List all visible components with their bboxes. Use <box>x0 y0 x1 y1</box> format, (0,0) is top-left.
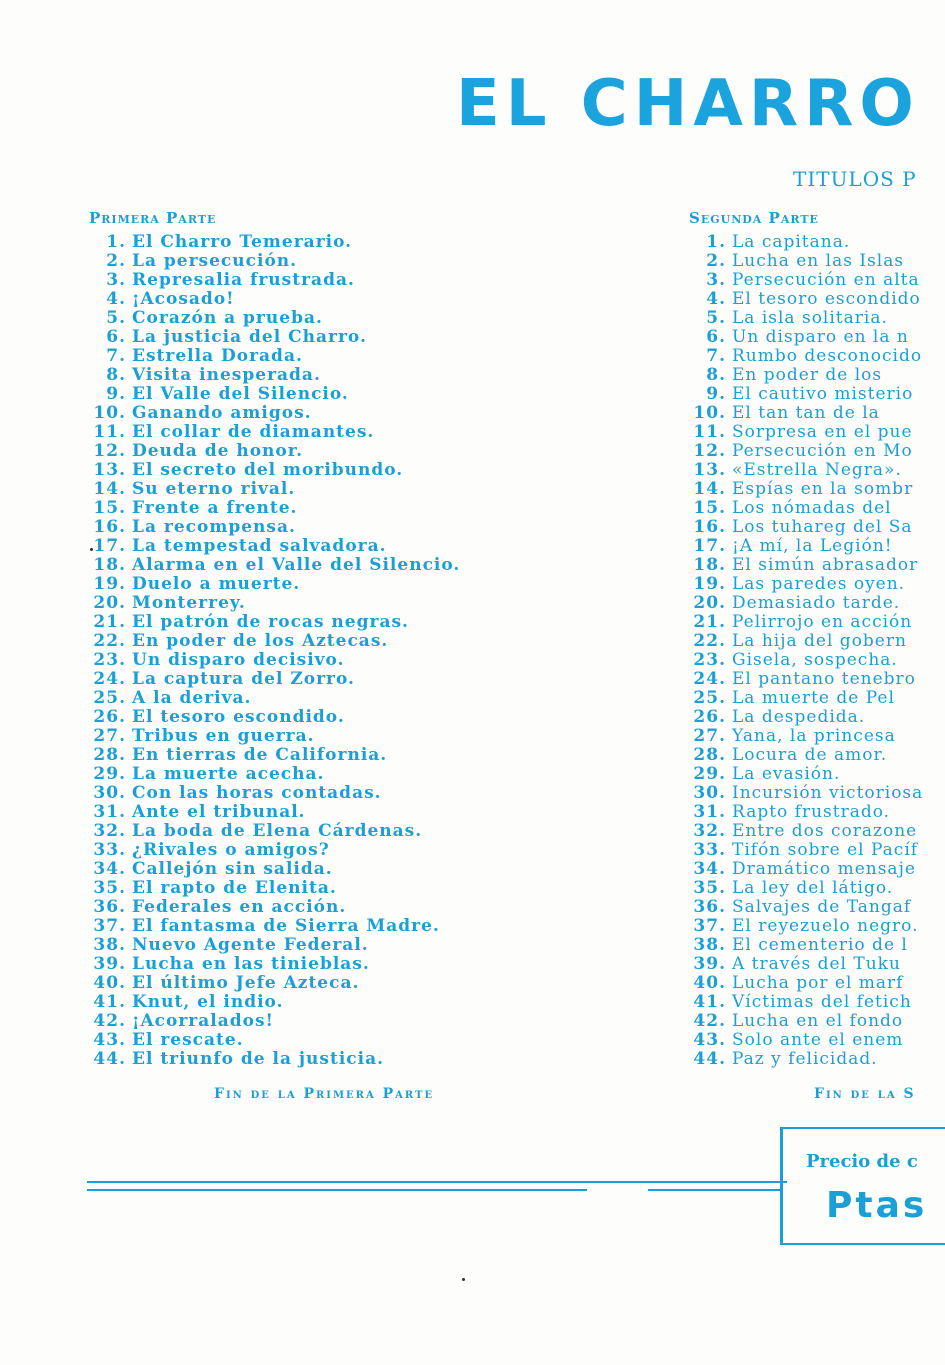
title-number: 9. <box>706 384 726 404</box>
part1-title-item <box>82 328 542 347</box>
title-text: Ganando amigos. <box>132 403 312 423</box>
title-number: 26. <box>93 707 126 727</box>
part1-title-item <box>82 670 542 689</box>
title-text: Frente a frente. <box>132 498 298 518</box>
title-number: 38. <box>93 935 126 955</box>
part1-title-item <box>82 765 542 784</box>
title-number: 14. <box>93 479 126 499</box>
title-text: Un disparo decisivo. <box>132 650 345 670</box>
title-number: 7. <box>706 346 726 366</box>
part1-title-item <box>82 499 542 518</box>
title-text: La ley del látigo. <box>732 878 894 898</box>
part1-title-item <box>82 575 542 594</box>
part2-title-item <box>682 347 945 366</box>
title-text: La boda de Elena Cárdenas. <box>132 821 423 841</box>
title-number: 37. <box>693 916 726 936</box>
part2-title-item <box>682 955 945 974</box>
title-text: Rapto frustrado. <box>732 802 891 822</box>
part1-title-item <box>82 974 542 993</box>
part1-title-item <box>82 860 542 879</box>
title-number: 28. <box>93 745 126 765</box>
title-number: 14. <box>693 479 726 499</box>
title-text: Su eterno rival. <box>132 479 296 499</box>
part2-title-item <box>682 708 945 727</box>
title-number: 40. <box>93 973 126 993</box>
title-number: 12. <box>93 441 126 461</box>
title-text: Estrella Dorada. <box>132 346 303 366</box>
ink-speck <box>90 548 93 551</box>
title-text: El fantasma de Sierra Madre. <box>132 916 440 936</box>
title-text: Demasiado tarde. <box>732 593 901 613</box>
part1-title-item <box>82 252 542 271</box>
title-text: El cautivo misterio <box>732 384 914 404</box>
title-text: Callejón sin salida. <box>132 859 333 879</box>
part1-title-item <box>82 480 542 499</box>
title-number: 36. <box>93 897 126 917</box>
title-text: A la deriva. <box>132 688 252 708</box>
title-text: Persecución en alta <box>732 270 920 290</box>
part1-title-item <box>82 309 542 328</box>
part1-title-item <box>82 727 542 746</box>
title-number: 30. <box>693 783 726 803</box>
part2-title-item <box>682 936 945 955</box>
part2-title-item <box>682 233 945 252</box>
price-value: Ptas <box>826 1185 928 1226</box>
title-number: 10. <box>693 403 726 423</box>
part2-title-item <box>682 423 945 442</box>
part1-title-item <box>82 404 542 423</box>
title-number: 44. <box>93 1049 126 1069</box>
title-number: 24. <box>93 669 126 689</box>
title-text: El tan tan de la <box>732 403 880 423</box>
part2-title-item <box>682 689 945 708</box>
title-text: La hija del gobern <box>732 631 907 651</box>
title-text: Las paredes oyen. <box>732 574 906 594</box>
title-number: 39. <box>693 954 726 974</box>
title-text: Pelirrojo en acción <box>732 612 913 632</box>
title-text: ¿Rivales o amigos? <box>132 840 330 860</box>
part2-title-item <box>682 442 945 461</box>
title-number: 12. <box>693 441 726 461</box>
part-two-heading: Segunda Parte <box>689 209 819 227</box>
title-text: La tempestad salvadora. <box>132 536 387 556</box>
title-text: ¡Acosado! <box>132 289 235 309</box>
title-text: Lucha en las tinieblas. <box>132 954 370 974</box>
title-text: Federales en acción. <box>132 897 347 917</box>
title-text: Lucha en el fondo <box>732 1011 904 1031</box>
title-number: 3. <box>706 270 726 290</box>
part2-title-item <box>682 366 945 385</box>
title-text: A través del Tuku <box>732 954 901 974</box>
title-number: 10. <box>93 403 126 423</box>
part1-title-item <box>82 461 542 480</box>
title-text: La isla solitaria. <box>732 308 888 328</box>
title-number: 41. <box>693 992 726 1012</box>
title-text: La muerte de Pel <box>732 688 895 708</box>
title-number: 41. <box>93 992 126 1012</box>
part1-title-item <box>82 423 542 442</box>
title-number: 5. <box>106 308 126 328</box>
title-number: 20. <box>693 593 726 613</box>
part2-title-item <box>682 328 945 347</box>
title-number: 8. <box>706 365 726 385</box>
page-subtitle: TITULOS P <box>793 167 917 191</box>
title-text: El triunfo de la justicia. <box>132 1049 385 1069</box>
title-text: En tierras de California. <box>132 745 388 765</box>
part2-title-item <box>682 537 945 556</box>
part2-title-item <box>682 1031 945 1050</box>
part2-title-item <box>682 632 945 651</box>
part2-title-item <box>682 309 945 328</box>
title-number: 20. <box>93 593 126 613</box>
title-text: El simún abrasador <box>732 555 919 575</box>
title-text: El reyezuelo negro. <box>732 916 919 936</box>
title-number: 9. <box>106 384 126 404</box>
title-text: Dramático mensaje <box>732 859 916 879</box>
title-text: Alarma en el Valle del Silencio. <box>132 555 461 575</box>
part1-title-item <box>82 1050 542 1069</box>
title-number: 38. <box>693 935 726 955</box>
title-number: 43. <box>693 1030 726 1050</box>
title-number: 18. <box>693 555 726 575</box>
title-number: 42. <box>93 1011 126 1031</box>
title-number: 30. <box>93 783 126 803</box>
part2-title-item <box>682 898 945 917</box>
title-number: 39. <box>93 954 126 974</box>
part1-title-item <box>82 898 542 917</box>
title-number: 23. <box>93 650 126 670</box>
part-one-title-list <box>82 233 542 1069</box>
title-number: 35. <box>93 878 126 898</box>
title-text: Corazón a prueba. <box>132 308 323 328</box>
title-number: 28. <box>693 745 726 765</box>
part1-title-item <box>82 1031 542 1050</box>
part1-title-item <box>82 879 542 898</box>
title-text: Tifón sobre el Pacíf <box>732 840 919 860</box>
title-number: 40. <box>693 973 726 993</box>
part-two-title-list <box>682 233 945 1069</box>
title-text: Yana, la princesa <box>732 726 896 746</box>
title-number: 29. <box>693 764 726 784</box>
part1-title-item <box>82 917 542 936</box>
part1-title-item <box>82 233 542 252</box>
title-number: 35. <box>693 878 726 898</box>
part1-title-item <box>82 442 542 461</box>
title-number: 23. <box>693 650 726 670</box>
title-number: 7. <box>106 346 126 366</box>
title-number: 36. <box>693 897 726 917</box>
part1-title-item <box>82 271 542 290</box>
title-number: 11. <box>93 422 126 442</box>
title-text: Víctimas del fetich <box>732 992 912 1012</box>
part2-title-item <box>682 461 945 480</box>
title-text: Visita inesperada. <box>132 365 321 385</box>
part-two-end: Fin de la S <box>814 1086 916 1102</box>
title-number: 2. <box>106 251 126 271</box>
title-text: Duelo a muerte. <box>132 574 301 594</box>
title-text: El Valle del Silencio. <box>132 384 349 404</box>
title-text: Rumbo desconocido <box>732 346 923 366</box>
divider-line <box>87 1181 787 1183</box>
title-number: 16. <box>93 517 126 537</box>
part2-title-item <box>682 784 945 803</box>
title-text: Persecución en Mo <box>732 441 913 461</box>
title-text: La justicia del Charro. <box>132 327 367 347</box>
part2-title-item <box>682 860 945 879</box>
title-text: Gisela, sospecha. <box>732 650 898 670</box>
divider-line <box>87 1189 587 1191</box>
part2-title-item <box>682 803 945 822</box>
part1-title-item <box>82 632 542 651</box>
part2-title-item <box>682 1050 945 1069</box>
title-text: ¡A mí, la Legión! <box>732 536 893 556</box>
part2-title-item <box>682 252 945 271</box>
title-text: Los tuhareg del Sa <box>732 517 913 537</box>
title-number: 17. <box>93 536 126 556</box>
part2-title-item <box>682 404 945 423</box>
title-text: El rescate. <box>132 1030 244 1050</box>
part2-title-item <box>682 556 945 575</box>
part1-title-item <box>82 955 542 974</box>
page-title: EL CHARRO <box>456 67 920 141</box>
title-number: 19. <box>693 574 726 594</box>
title-number: 3. <box>106 270 126 290</box>
title-number: 18. <box>93 555 126 575</box>
title-number: 42. <box>693 1011 726 1031</box>
title-text: Solo ante el enem <box>732 1030 904 1050</box>
title-number: 31. <box>693 802 726 822</box>
title-text: En poder de los Aztecas. <box>132 631 389 651</box>
title-text: Salvajes de Tangaf <box>732 897 912 917</box>
part1-title-item <box>82 841 542 860</box>
price-box <box>780 1127 945 1245</box>
title-text: Ante el tribunal. <box>132 802 306 822</box>
title-text: La recompensa. <box>132 517 296 537</box>
title-text: Paz y felicidad. <box>732 1049 878 1069</box>
title-text: La captura del Zorro. <box>132 669 355 689</box>
title-text: La evasión. <box>732 764 841 784</box>
part2-title-item <box>682 613 945 632</box>
ink-speck <box>462 1278 465 1281</box>
title-number: 29. <box>93 764 126 784</box>
part2-title-item <box>682 518 945 537</box>
title-text: Tribus en guerra. <box>132 726 315 746</box>
part1-title-item <box>82 613 542 632</box>
title-number: 15. <box>693 498 726 518</box>
title-number: 17. <box>693 536 726 556</box>
part2-title-item <box>682 271 945 290</box>
part1-title-item <box>82 746 542 765</box>
title-text: Deuda de honor. <box>132 441 304 461</box>
part2-title-item <box>682 841 945 860</box>
part2-title-item <box>682 727 945 746</box>
part2-title-item <box>682 1012 945 1031</box>
part2-title-item <box>682 670 945 689</box>
title-text: El pantano tenebro <box>732 669 916 689</box>
title-text: La despedida. <box>732 707 866 727</box>
part2-title-item <box>682 822 945 841</box>
title-text: El tesoro escondido <box>732 289 921 309</box>
title-text: El tesoro escondido. <box>132 707 345 727</box>
price-label: Precio de c <box>806 1151 918 1172</box>
title-number: 5. <box>706 308 726 328</box>
part2-title-item <box>682 575 945 594</box>
title-number: 16. <box>693 517 726 537</box>
title-text: El collar de diamantes. <box>132 422 375 442</box>
part2-title-item <box>682 993 945 1012</box>
title-number: 4. <box>706 289 726 309</box>
title-text: Los nómadas del <box>732 498 892 518</box>
title-text: El rapto de Elenita. <box>132 878 337 898</box>
title-number: 13. <box>93 460 126 480</box>
part2-title-item <box>682 385 945 404</box>
title-text: Lucha en las Islas <box>732 251 905 271</box>
part1-title-item <box>82 803 542 822</box>
title-text: La capitana. <box>732 232 851 252</box>
title-number: 13. <box>693 460 726 480</box>
title-number: 43. <box>93 1030 126 1050</box>
title-number: 4. <box>106 289 126 309</box>
title-text: Un disparo en la n <box>732 327 909 347</box>
part1-title-item <box>82 689 542 708</box>
title-number: 2. <box>706 251 726 271</box>
title-number: 27. <box>93 726 126 746</box>
title-text: «Estrella Negra». <box>732 460 902 480</box>
title-number: 44. <box>693 1049 726 1069</box>
title-number: 21. <box>93 612 126 632</box>
part1-title-item <box>82 537 542 556</box>
title-text: El último Jefe Azteca. <box>132 973 360 993</box>
part2-title-item <box>682 651 945 670</box>
title-number: 22. <box>693 631 726 651</box>
divider-line <box>648 1189 783 1191</box>
title-number: 32. <box>693 821 726 841</box>
title-number: 19. <box>93 574 126 594</box>
title-number: 6. <box>106 327 126 347</box>
title-text: Lucha por el marf <box>732 973 904 993</box>
part1-title-item <box>82 993 542 1012</box>
title-text: Incursión victoriosa <box>732 783 924 803</box>
part1-title-item <box>82 518 542 537</box>
part1-title-item <box>82 651 542 670</box>
title-number: 21. <box>693 612 726 632</box>
part1-title-item <box>82 385 542 404</box>
part1-title-item <box>82 556 542 575</box>
title-number: 11. <box>693 422 726 442</box>
part1-title-item <box>82 594 542 613</box>
title-number: 24. <box>693 669 726 689</box>
title-number: 31. <box>93 802 126 822</box>
title-text: La muerte acecha. <box>132 764 325 784</box>
title-text: Nuevo Agente Federal. <box>132 935 369 955</box>
part1-title-item <box>82 290 542 309</box>
part1-title-item <box>82 347 542 366</box>
part2-title-item <box>682 879 945 898</box>
part2-title-item <box>682 480 945 499</box>
title-number: 8. <box>106 365 126 385</box>
title-text: Monterrey. <box>132 593 246 613</box>
title-number: 34. <box>93 859 126 879</box>
part2-title-item <box>682 746 945 765</box>
part2-title-item <box>682 594 945 613</box>
title-number: 33. <box>93 840 126 860</box>
title-text: Sorpresa en el pue <box>732 422 913 442</box>
title-number: 1. <box>706 232 726 252</box>
part2-title-item <box>682 917 945 936</box>
part1-title-item <box>82 784 542 803</box>
part1-title-item <box>82 822 542 841</box>
title-text: En poder de los <box>732 365 883 385</box>
title-text: Espías en la sombr <box>732 479 914 499</box>
title-number: 22. <box>93 631 126 651</box>
title-text: El Charro Temerario. <box>132 232 353 252</box>
title-number: 27. <box>693 726 726 746</box>
title-text: El patrón de rocas negras. <box>132 612 409 632</box>
title-text: Locura de amor. <box>732 745 888 765</box>
title-text: Represalia frustrada. <box>132 270 355 290</box>
part-one-heading: Primera Parte <box>89 209 217 227</box>
title-text: Entre dos corazone <box>732 821 918 841</box>
title-text: Con las horas contadas. <box>132 783 382 803</box>
title-number: 1. <box>106 232 126 252</box>
title-number: 33. <box>693 840 726 860</box>
title-number: 32. <box>93 821 126 841</box>
title-text: Knut, el indio. <box>132 992 284 1012</box>
title-text: La persecución. <box>132 251 298 271</box>
part1-title-item <box>82 936 542 955</box>
part1-title-item <box>82 708 542 727</box>
title-number: 25. <box>93 688 126 708</box>
part1-title-item <box>82 366 542 385</box>
title-text: ¡Acorralados! <box>132 1011 275 1031</box>
title-text: El cementerio de l <box>732 935 908 955</box>
title-text: El secreto del moribundo. <box>132 460 404 480</box>
part2-title-item <box>682 765 945 784</box>
part2-title-item <box>682 290 945 309</box>
title-number: 34. <box>693 859 726 879</box>
title-number: 6. <box>706 327 726 347</box>
title-number: 25. <box>693 688 726 708</box>
part-one-end: Fin de la Primera Parte <box>214 1086 435 1102</box>
part2-title-item <box>682 974 945 993</box>
part1-title-item <box>82 1012 542 1031</box>
title-number: 37. <box>93 916 126 936</box>
title-number: 15. <box>93 498 126 518</box>
part2-title-item <box>682 499 945 518</box>
title-number: 26. <box>693 707 726 727</box>
